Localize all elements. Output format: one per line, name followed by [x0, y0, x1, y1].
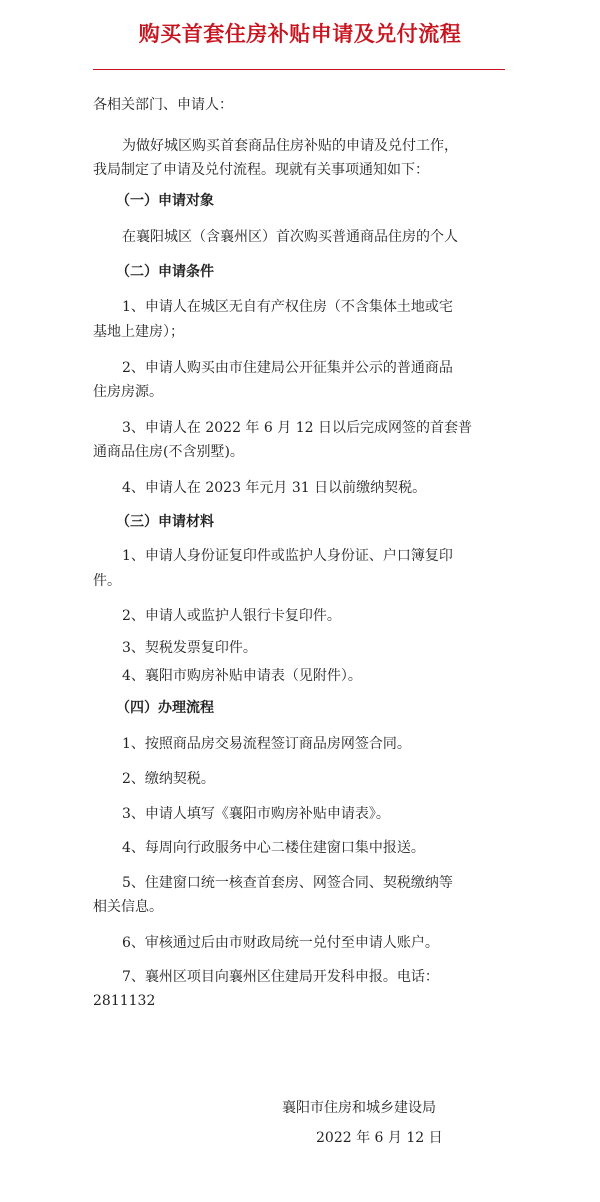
list-item: 4、襄阳市购房补贴申请表（见附件）。 [122, 668, 362, 684]
list-item-continuation: 基地上建房）； [93, 324, 184, 340]
list-item: 4、申请人在 2023 年元月 31 日以前缴纳契税。 [122, 480, 427, 496]
list-item: 6、审核通过后由市财政局统一兑付至申请人账户。 [122, 935, 439, 951]
list-item: 3、申请人填写《襄阳市购房补贴申请表》。 [122, 806, 390, 822]
list-item: 4、每周向行政服务中心二楼住建窗口集中报送。 [122, 840, 425, 856]
list-item: 2、申请人或监护人银行卡复印件。 [122, 608, 341, 624]
list-item: 7、襄州区项目向襄州区住建局开发科申报。电话： [122, 969, 439, 985]
list-item: 1、按照商品房交易流程签订商品房网签合同。 [122, 736, 411, 752]
list-item-continuation: 2811132 [93, 993, 156, 1009]
list-item-continuation: 相关信息。 [93, 899, 163, 915]
list-item: 3、契税发票复印件。 [122, 640, 257, 656]
section-heading-materials: （三）申请材料 [116, 514, 214, 530]
section-heading-procedure: （四）办理流程 [116, 700, 214, 716]
signature-organization: 襄阳市住房和城乡建设局 [282, 1100, 436, 1116]
signature-date: 2022 年 6 月 12 日 [316, 1130, 443, 1146]
intro-line-1: 为做好城区购买首套商品住房补贴的申请及兑付工作， [122, 138, 458, 154]
title-divider [93, 69, 505, 70]
list-item-continuation: 通商品住房(不含别墅)。 [93, 444, 244, 460]
document-title: 购买首套住房补贴申请及兑付流程 [138, 22, 462, 46]
list-item-continuation: 住房房源。 [93, 384, 163, 400]
salutation: 各相关部门、申请人： [93, 97, 233, 113]
section-text: 在襄阳城区（含襄州区）首次购买普通商品住房的个人 [122, 229, 458, 245]
list-item: 2、申请人购买由市住建局公开征集并公示的普通商品 [122, 360, 453, 376]
list-item-continuation: 件。 [93, 573, 121, 589]
section-heading-applicants: （一）申请对象 [116, 193, 214, 209]
intro-line-2: 我局制定了申请及兑付流程。现就有关事项通知如下： [93, 162, 429, 178]
list-item: 5、住建窗口统一核查首套房、网签合同、契税缴纳等 [122, 875, 453, 891]
list-item: 3、申请人在 2022 年 6 月 12 日以后完成网签的首套普 [122, 420, 472, 436]
list-item: 1、申请人身份证复印件或监护人身份证、户口簿复印 [122, 548, 453, 564]
section-heading-conditions: （二）申请条件 [116, 264, 214, 280]
list-item: 2、缴纳契税。 [122, 771, 215, 787]
list-item: 1、申请人在城区无自有产权住房（不含集体土地或宅 [122, 299, 453, 315]
